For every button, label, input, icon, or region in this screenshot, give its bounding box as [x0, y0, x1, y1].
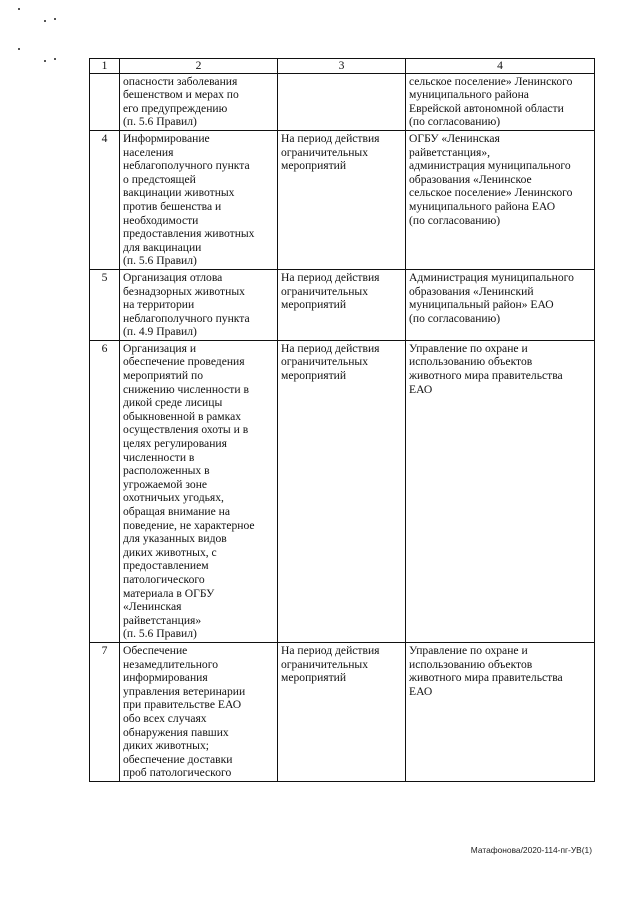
period-text: На период действия ограничительных мероприятий — [278, 269, 406, 340]
period-text — [278, 73, 406, 130]
table-row — [90, 130, 595, 269]
measure-text: Обеспечение незамедлительного информирования управления ветеринарии при правительстве ЕАО обо всех случаях обнаружения павших диких животных; обеспечение доставки проб патологического — [120, 642, 278, 781]
scan-mark — [54, 18, 56, 20]
column-number-4: 4 — [406, 59, 595, 74]
scan-mark — [44, 20, 46, 22]
column-number-1: 1 — [90, 59, 120, 74]
row-number — [90, 73, 120, 130]
period-text: На период действия ограничительных мероприятий — [278, 340, 406, 642]
column-number-3: 3 — [278, 59, 406, 74]
row-number: 5 — [90, 269, 120, 340]
row-number: 4 — [90, 130, 120, 269]
scan-mark — [18, 8, 20, 10]
document-footer-code: Матафонова/2020-114-пг-УВ(1) — [470, 845, 592, 855]
column-number-2: 2 — [120, 59, 278, 74]
table-row — [90, 340, 595, 642]
responsible-text: сельское поселение» Ленинского муниципального района Еврейской автономной области (по согласованию) — [406, 73, 595, 130]
measures-table — [89, 58, 595, 782]
measure-text: Организация отлова безнадзорных животных на территории неблагополучного пункта (п. 4.9 Правил) — [120, 269, 278, 340]
scan-mark — [54, 58, 56, 60]
table-row — [90, 73, 595, 130]
measure-text: опасности заболевания бешенством и мерах по его предупреждению (п. 5.6 Правил) — [120, 73, 278, 130]
table-row — [90, 269, 595, 340]
period-text: На период действия ограничительных мероприятий — [278, 642, 406, 781]
row-number: 7 — [90, 642, 120, 781]
row-number: 6 — [90, 340, 120, 642]
period-text: На период действия ограничительных мероприятий — [278, 130, 406, 269]
measure-text: Организация и обеспечение проведения мероприятий по снижению численности в дикой среде лисицы обыкновенной в рамках осуществления охоты и в целях регулирования численности в расположенных в угрожаемой зоне охотничьих угодьях, обращая внимание на поведение, не характерное для указанных видов диких животных, с предоставлением патологического материала в ОГБУ «Ленинская райветстанция» (п. 5.6 Правил) — [120, 340, 278, 642]
responsible-text: Администрация муниципального образования «Ленинский муниципальный район» ЕАО (по согласованию) — [406, 269, 595, 340]
responsible-text: ОГБУ «Ленинская райветстанция», администрация муниципального образования «Ленинское сельское поселение» Ленинского муниципального района ЕАО (по согласованию) — [406, 130, 595, 269]
header-row — [90, 59, 595, 74]
table-row — [90, 642, 595, 781]
scan-mark — [18, 48, 20, 50]
responsible-text: Управление по охране и использованию объектов животного мира правительства ЕАО — [406, 340, 595, 642]
measure-text: Информирование населения неблагополучного пункта о предстоящей вакцинации животных против бешенства и необходимости предоставления животных для вакцинации (п. 5.6 Правил) — [120, 130, 278, 269]
responsible-text: Управление по охране и использованию объектов животного мира правительства ЕАО — [406, 642, 595, 781]
scan-mark — [44, 60, 46, 62]
